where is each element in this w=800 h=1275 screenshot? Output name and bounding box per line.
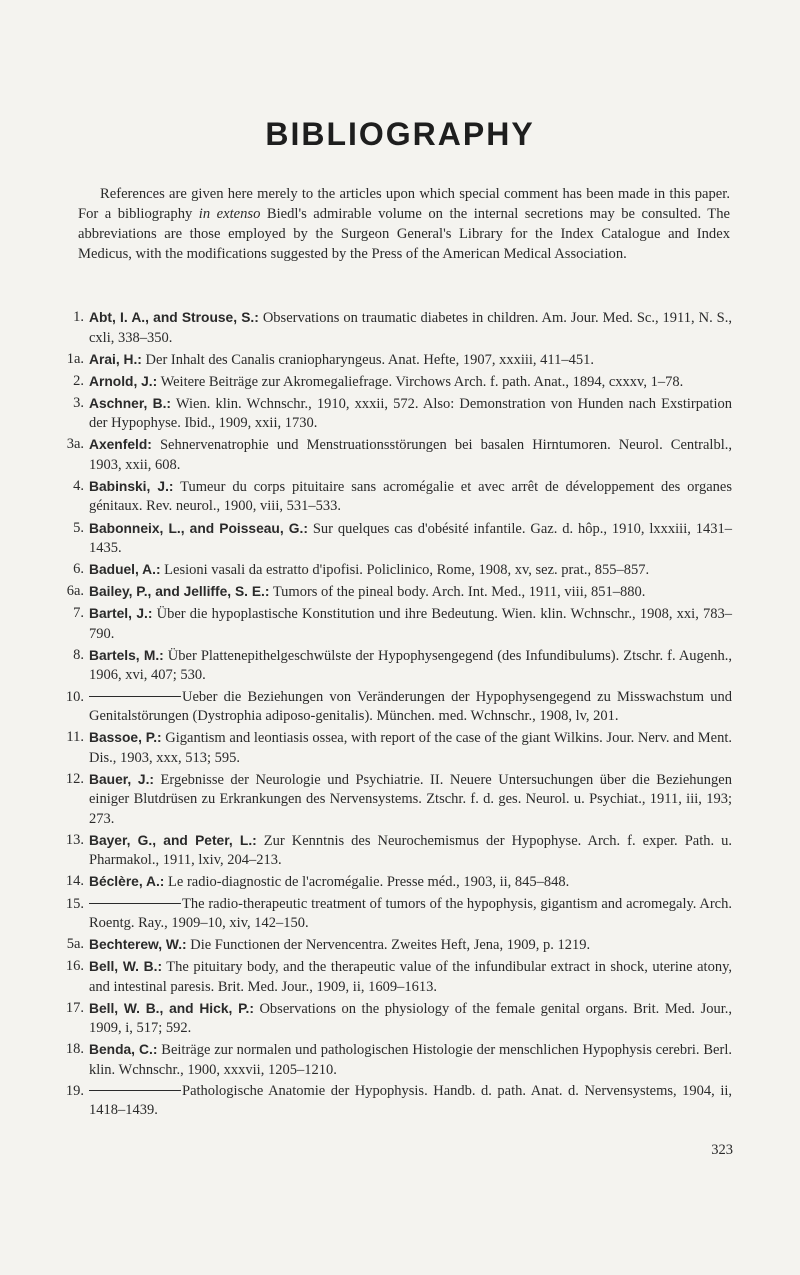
reference-citation: Über Plattenepithelgeschwülste der Hypophysengegend (des Infundibulums). Ztschr. f. Augenh., 1906, xvi, 407; 530.	[89, 647, 732, 684]
reference-number: 7.	[73, 605, 84, 622]
reference-citation: Observations on the physiology of the female genital organs. Brit. Med. Jour., 1909, i, 517; 592.	[89, 1000, 732, 1037]
reference-number: 1.	[73, 309, 84, 325]
reference-number: 2.	[73, 372, 84, 389]
reference-number: 8.	[73, 646, 84, 663]
reference-entry	[56, 1082, 732, 1121]
reference-number: 15.	[65, 895, 84, 912]
reference-entry	[56, 477, 732, 517]
reference-author: Aschner, B.:	[89, 395, 172, 411]
reference-author: Benda, C.:	[89, 1042, 158, 1058]
reference-number: 6a.	[66, 583, 84, 600]
reference-author: Axenfeld:	[89, 437, 152, 453]
reference-number: 5.	[73, 519, 84, 536]
reference-number: 12.	[65, 770, 84, 787]
page-number: 323	[711, 1142, 733, 1158]
reference-number: 1a.	[66, 350, 84, 367]
page-title: BIBLIOGRAPHY	[265, 116, 535, 152]
reference-number: 13.	[65, 831, 84, 848]
reference-author: Bauer, J.:	[89, 771, 155, 787]
reference-citation: Gigantism and leontiasis ossea, with report of the case of the giant Wilkins. Jour. Nerv. and Ment. Dis., 1903, xxx, 513; 595.	[89, 730, 732, 766]
reference-author: Bassoe, P.:	[89, 730, 162, 746]
reference-number: 10.	[65, 688, 84, 705]
reference-entry	[56, 728, 732, 768]
reference-author: Bailey, P., and Jelliffe, S. E.:	[89, 584, 270, 600]
reference-author: Bell, W. B., and Hick, P.:	[89, 1000, 254, 1016]
reference-author: Bell, W. B.:	[89, 959, 163, 975]
reference-author: Béclère, A.:	[89, 874, 165, 890]
intro-text-end: Biedl's admirable volume on the internal secretions may be consulted. The abbreviations are those employed by the Surgeon General's Library for the Index Catalogue and Index Medicus, with the modifications suggested by the Press of the American Medical Association.	[78, 206, 731, 262]
reference-entry	[56, 604, 732, 644]
reference-author: Arnold, J.:	[89, 373, 158, 389]
reference-entry	[56, 770, 732, 830]
reference-number: 18.	[65, 1041, 84, 1058]
reference-entry	[56, 1040, 732, 1080]
reference-citation: Die Functionen der Nervencentra. Zweites Heft, Jena, 1909, p. 1219.	[186, 937, 591, 954]
reference-number: 4.	[73, 477, 84, 494]
reference-entry	[56, 999, 732, 1039]
reference-entry	[56, 957, 732, 997]
reference-entry	[56, 372, 732, 393]
reference-citation: Pathologische Anatomie der Hypophysis. Handb. d. path. Anat. d. Nervensystems, 1904, ii, 1418–1439.	[89, 1082, 732, 1119]
reference-author: Babinski, J.:	[89, 478, 174, 494]
intro-italic-phrase: in extenso	[198, 206, 261, 222]
reference-number: 5a.	[66, 936, 84, 953]
reference-number: 6.	[73, 561, 84, 578]
intro-text-start: References are given here merely to the articles upon which special comment has been made in this paper. For a bibliography	[78, 186, 730, 222]
reference-number: 3a.	[66, 436, 84, 453]
reference-citation: Lesioni vasali da estratto d'ipofisi. Policlinico, Rome, 1908, xv, sez. prat., 855–857.	[160, 562, 650, 579]
reference-citation: Sur quelques cas d'obésité infantile. Gaz. d. hôp., 1910, lxxxiii, 1431–1435.	[89, 520, 732, 557]
reference-author: Bartel, J.:	[89, 606, 153, 622]
reference-entry	[56, 308, 732, 348]
reference-entry	[56, 582, 732, 603]
reference-citation: The pituitary body, and the therapeutic value of the infundibular extract in shock, uterine atony, and intestinal paresis. Brit. Med. Jour., 1909, ii, 1609–1613.	[89, 959, 732, 995]
reference-citation: Sehnervenatrophie und Menstruationsstörungen bei basalen Hirntumoren. Neurol. Centralbl., 1903, xxii, 608.	[89, 437, 732, 473]
reference-entry	[56, 688, 732, 727]
ditto-author-dash	[89, 696, 181, 697]
reference-citation: Über die hypoplastische Konstitution und ihre Bedeutung. Wien. klin. Wchnschr., 1908, xxi, 783–790.	[89, 606, 732, 642]
reference-number: 11.	[66, 729, 84, 746]
ditto-author-dash	[89, 1090, 181, 1091]
reference-citation: Wien. klin. Wchnschr., 1910, xxxii, 572. Also: Demonstration von Hunden nach Exstirpation der Hypophyse. Ibid., 1909, xxii, 1730.	[89, 395, 732, 432]
reference-author: Bechterew, W.:	[89, 937, 187, 953]
reference-author: Bayer, G., and Peter, L.:	[89, 832, 257, 848]
reference-citation: The radio-therapeutic treatment of tumors of the hypophysis, gigantism and acromegaly. Arch. Roentg. Ray., 1909–10, xiv, 142–150.	[89, 895, 732, 931]
reference-citation: Der Inhalt des Canalis craniopharyngeus. Anat. Hefte, 1907, xxxiii, 411–451.	[141, 351, 594, 368]
reference-citation: Ergebnisse der Neurologie und Psychiatrie. II. Neuere Untersuchungen über die Beziehungen einiger Blutdrüsen zu Erkrankungen des Nervensystems. Ztschr. f. d. ges. Neurol. u. Psychiat., 1911, iii, 193; 273.	[89, 771, 732, 827]
reference-number: 17.	[65, 999, 84, 1016]
reference-entry	[56, 394, 732, 434]
reference-citation: Tumors of the pineal body. Arch. Int. Med., 1911, viii, 851–880.	[269, 584, 646, 601]
reference-list	[56, 308, 732, 1123]
reference-entry	[56, 350, 732, 371]
reference-author: Babonneix, L., and Poisseau, G.:	[89, 520, 308, 536]
reference-citation: Observations on traumatic diabetes in children. Am. Jour. Med. Sc., 1911, N. S., cxli, 338–350.	[89, 310, 732, 346]
reference-author: Baduel, A.:	[89, 562, 161, 578]
ditto-author-dash	[89, 903, 181, 904]
reference-entry	[56, 831, 732, 871]
reference-entry	[56, 646, 732, 686]
reference-number: 19.	[65, 1082, 84, 1099]
reference-entry	[56, 560, 732, 581]
reference-entry	[56, 895, 732, 934]
intro-paragraph	[78, 184, 730, 264]
reference-entry	[56, 519, 732, 559]
reference-citation: Tumeur du corps pituitaire sans acromégalie et avec arrêt de développement des organes génitaux. Rev. neurol., 1900, viii, 531–533.	[89, 478, 732, 515]
reference-number: 16.	[65, 958, 84, 975]
reference-citation: Weitere Beiträge zur Akromegaliefrage. Virchows Arch. f. path. Anat., 1894, cxxxv, 1–78.	[157, 373, 684, 390]
reference-author: Abt, I. A., and Strouse, S.:	[89, 310, 259, 325]
reference-citation: Beiträge zur normalen und pathologischen Histologie der menschlichen Hypophysis cerebri. Berl. klin. Wchnschr., 1900, xxxvii, 1205–1210.	[89, 1042, 732, 1078]
reference-author: Bartels, M.:	[89, 647, 164, 663]
reference-number: 14.	[65, 873, 84, 890]
reference-author: Arai, H.:	[89, 351, 142, 367]
reference-entry	[56, 935, 732, 956]
reference-entry	[56, 435, 732, 475]
reference-entry	[56, 872, 732, 893]
reference-citation: Le radio-diagnostic de l'acromégalie. Presse méd., 1903, ii, 845–848.	[164, 874, 570, 891]
reference-citation: Ueber die Beziehungen von Veränderungen der Hypophysengegend zu Misswachstum und Genitalstörungen (Dystrophia adiposo-genitalis). München. med. Wchnschr., 1908, lv, 201.	[89, 688, 732, 725]
reference-citation: Zur Kenntnis des Neurochemismus der Hypophyse. Arch. f. exper. Path. u. Pharmakol., 1911, lxiv, 204–213.	[89, 832, 733, 869]
reference-number: 3.	[73, 394, 84, 411]
